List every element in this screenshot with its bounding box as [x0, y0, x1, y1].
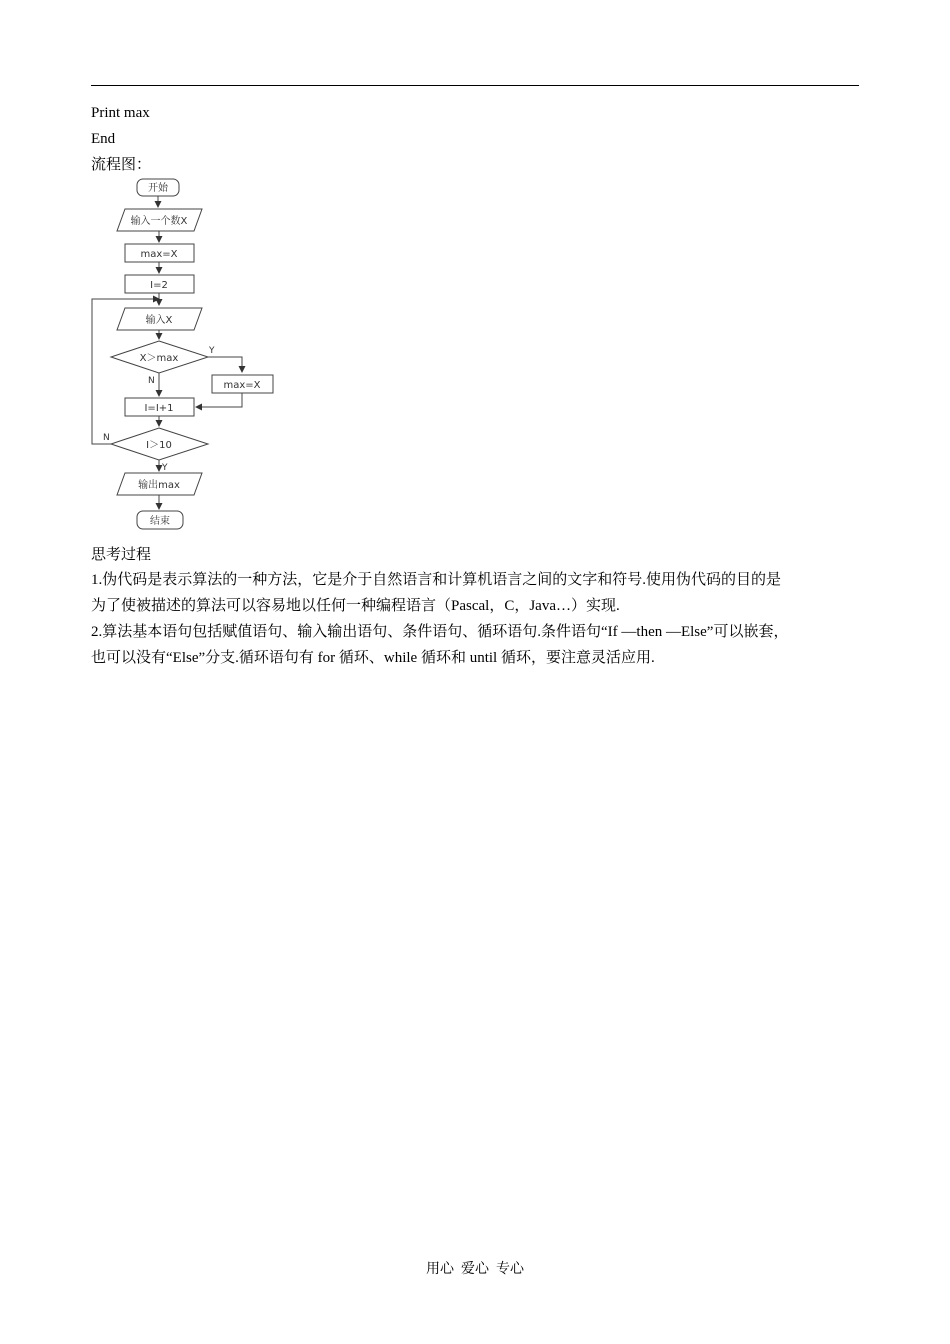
- thinking-item1-line1: 1.伪代码是表示算法的一种方法，它是介于自然语言和计算机语言之间的文字和符号.使用伪代码的目的是: [91, 572, 782, 588]
- loop-condition-label: I＞10: [146, 440, 172, 451]
- thinking-item2-line2: 也可以没有“Else”分支.循环语句有 for 循环、while 循环和 until 循环，要注意灵活应用.: [91, 650, 655, 666]
- code-end: End: [91, 131, 116, 147]
- thinking-item2-line1: 2.算法基本语句包括赋值语句、输入输出语句、条件语句、循环语句.条件语句“If —then —Else”可以嵌套，: [91, 624, 789, 640]
- loop-no-label: N: [103, 433, 110, 443]
- assign-max-label: max=X: [140, 249, 178, 260]
- start-label: 开始: [148, 183, 168, 194]
- code-print-max: Print max: [91, 105, 150, 121]
- end-label: 结束: [150, 516, 170, 527]
- loop-yes-label: Y: [162, 463, 168, 473]
- compare-label: X＞max: [139, 353, 179, 364]
- input-one-label: 输入一个数X: [130, 216, 188, 227]
- flowchart-svg: [88, 174, 288, 534]
- input-x-label: 输入X: [145, 315, 173, 326]
- init-i-label: I=2: [150, 280, 168, 291]
- flowchart-label: 流程图：: [91, 157, 152, 173]
- thinking-heading: 思考过程: [91, 547, 152, 563]
- increment-label: I=I+1: [144, 403, 174, 414]
- page-footer: 用心 爱心 专心: [426, 1262, 524, 1277]
- compare-yes-label: Y: [209, 346, 215, 356]
- output-label: 输出max: [138, 480, 180, 491]
- header-rule: [91, 85, 859, 86]
- flowchart: [88, 174, 288, 534]
- thinking-item1-line2: 为了使被描述的算法可以容易地以任何一种编程语言（Pascal，C，Java…）实现.: [91, 598, 620, 614]
- compare-no-label: N: [148, 376, 155, 386]
- assign-max2-label: max=X: [223, 380, 261, 391]
